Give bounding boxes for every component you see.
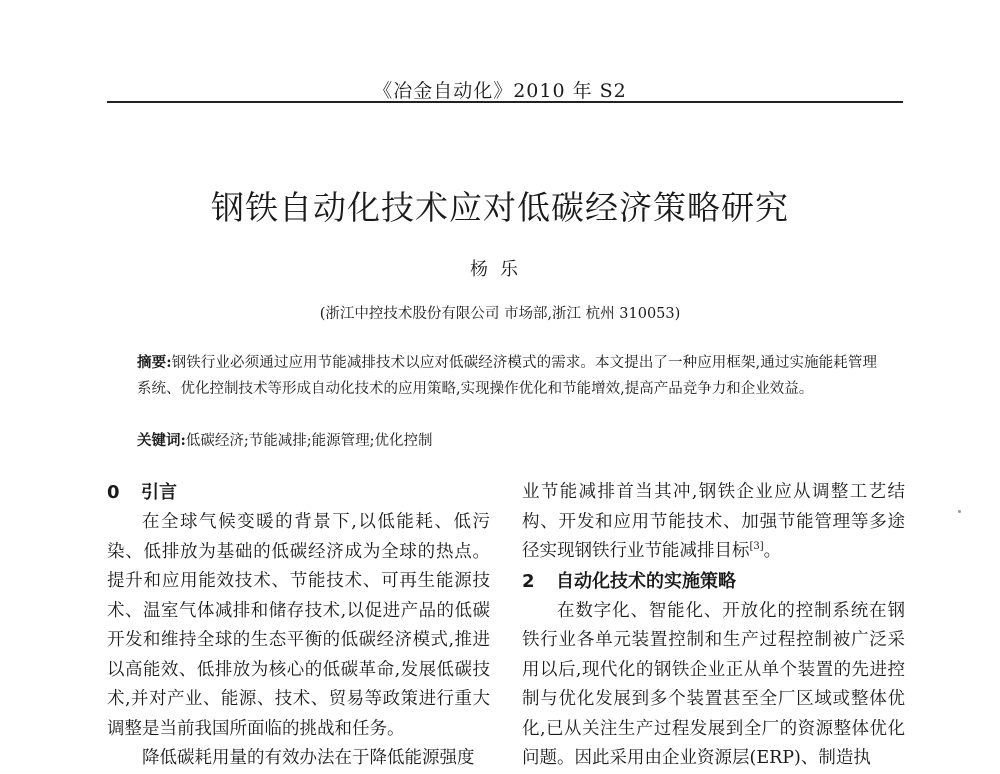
keywords [137, 428, 877, 454]
author-name: 杨乐 [470, 259, 530, 280]
section-heading-intro [107, 478, 490, 508]
right-column [522, 478, 905, 774]
left-column [107, 478, 490, 774]
section-number: 2 [522, 570, 535, 592]
journal-header: 《冶金自动化》2010 年 S2 [373, 80, 627, 102]
abstract-text: 钢铁行业必须通过应用节能减排技术以应对低碳经济模式的需求。本文提出了一种应用框架,通过实施能耗管理系统、优化控制技术等形成自动化技术的应用策略,实现操作优化和节能增效,提高产品竞争力和企业效益。 [137, 355, 878, 397]
paper-title: 钢铁自动化技术应对低碳经济策略研究 [211, 188, 789, 227]
section-title: 自动化技术的实施策略 [556, 570, 736, 592]
keywords-text: 低碳经济;节能减排;能源管理;优化控制 [185, 433, 433, 449]
strategy-paragraph-1: 在数字化、智能化、开放化的控制系统在钢铁行业各单元装置控制和生产过程控制被广泛采用以后,现代化的钢铁企业正从单个装置的先进控制与优化发展到多个装置甚至全厂区域或整体优化,已从关注生产过程发展到全厂的资源整体优化问题。因此采用由企业资源层(ERP)、制造执 [522, 600, 905, 768]
section-heading-strategy [522, 567, 905, 597]
section-number: 0 [107, 482, 120, 503]
continued-text-end: 。 [763, 541, 782, 561]
continued-paragraph [522, 478, 905, 567]
scan-artifact [958, 510, 961, 513]
header-rule [107, 101, 903, 103]
intro-paragraph-1: 在全球气候变暖的背景下,以低能耗、低污染、低排放为基础的低碳经济成为全球的热点。提升和应用能效技术、节能技术、可再生能源技术、温室气体减排和储存技术,以促进产品的低碳开发和维持全球的生态平衡的低碳经济模式,推进以高能效、低排放为核心的低碳革命,发展低碳技术,并对产业、能源、技术、贸易等政策进行重大调整是当前我国所面临的挑战和任务。 [107, 512, 490, 739]
citation-ref[interactable]: [3] [749, 541, 764, 553]
intro-paragraph-2: 降低碳耗用量的有效办法在于降低能源强度 [142, 748, 475, 768]
continued-text: 业节能减排首当其冲,钢铁企业应从调整工艺结构、开发和应用节能技术、加强节能管理等多途径实现钢铁行业节能减排目标 [522, 482, 905, 561]
author-affiliation: (浙江中控技术股份有限公司 市场部,浙江 杭州 310053) [319, 306, 681, 322]
keywords-label: 关键词: [137, 432, 186, 449]
abstract [137, 350, 877, 402]
section-title: 引言 [141, 482, 177, 503]
abstract-label: 摘要: [137, 354, 172, 371]
